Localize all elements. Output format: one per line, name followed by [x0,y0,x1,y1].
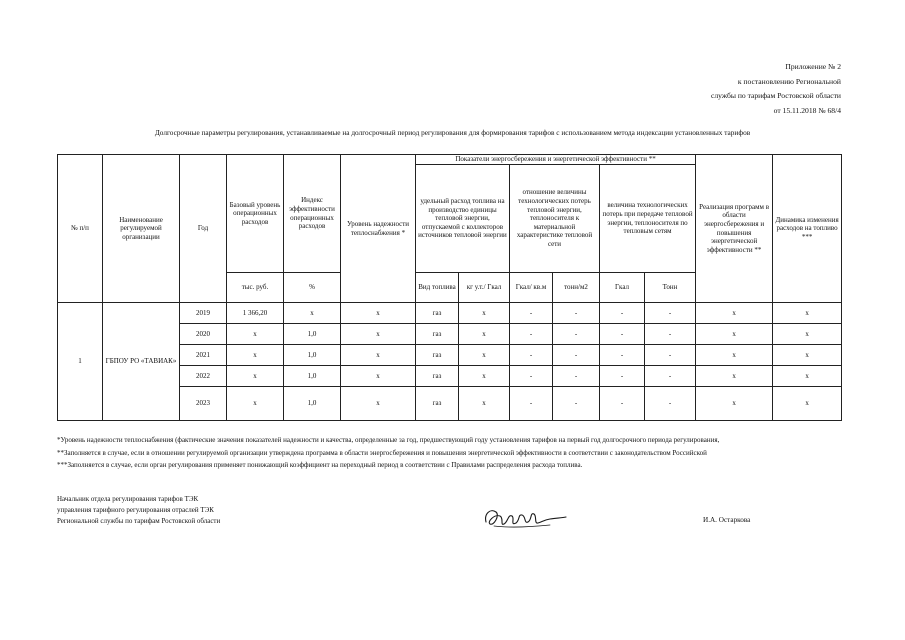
cell-fuel: х [459,366,510,387]
cell-year: 2022 [180,366,227,387]
document-header [541,60,841,118]
unit-base: тыс. руб. [227,273,284,303]
cell-gcal-m: - [510,303,553,324]
unit-fuel-type: Вид топлива [416,273,459,303]
cell-base: х [227,366,284,387]
header-line-1: Приложение № 2 [785,62,841,71]
cell-tonn: - [645,387,696,421]
cell-reliability: х [341,324,416,345]
cell-index: 1,0 [284,345,341,366]
cell-base: х [227,324,284,345]
footnotes [57,434,857,472]
unit-gcal-m: Гкал/ кв.м [510,273,553,303]
cell-gcal-m: - [510,324,553,345]
header-reliability: Уровень надежности теплоснабжения * [341,155,416,303]
table-row [58,303,842,324]
cell-fuel-type: газ [416,324,459,345]
cell-fuel-type: газ [416,303,459,324]
cell-fuel-type: газ [416,387,459,421]
cell-reliability: х [341,345,416,366]
cell-reliability: х [341,303,416,324]
unit-gcal: Гкал [600,273,645,303]
cell-gcal-m: - [510,387,553,421]
cell-tonn: - [645,366,696,387]
header-fuel: удельный расход топлива на производство единицы тепловой энергии, отпускаемой с коллекторов источников тепловой энергии [416,165,510,273]
cell-index: 1,0 [284,324,341,345]
signatory-position [57,494,220,528]
cell-tonn: - [645,345,696,366]
cell-gcal: - [600,345,645,366]
header-losses-ratio: отношение величины технологических потерь тепловой энергии, теплоносителя к материальной характеристике тепловой сети [510,165,600,273]
header-energy-group: Показатели энергосбережения и энергетической эффективности ** [416,155,696,165]
document-title: Долгосрочные параметры регулирования, устанавливаемые на долгосрочный период регулирования для формирования тарифов с использованием метода индексации установленных тарифов [154,128,751,137]
cell-program: х [696,345,773,366]
footnote-1: *Уровень надежности теплоснабжения (фактические значения показателей надежности и качества, определенные за год, предшествующий году установления тарифов на первый год долгосрочного периода регулирования, [57,436,720,444]
cell-tonn-m2: - [553,366,600,387]
cell-year: 2021 [180,345,227,366]
footnote-2: **Заполняется в случае, если в отношении регулируемой организации утверждена программа в области энергосбережения и повышения энергетической эффективности в соответствии с законодательством Российской [57,448,707,457]
handwritten-signature [480,502,570,534]
cell-fuel: х [459,303,510,324]
header-index: Индекс эффективности операционных расходов [284,155,341,273]
cell-fuel-type: газ [416,345,459,366]
cell-tonn: - [645,324,696,345]
header-line-3: службы по тарифам Ростовской области [710,91,841,101]
signatory-line-1: Начальник отдела регулирования тарифов ТЭК [57,495,199,503]
cell-dynamics: х [773,324,842,345]
header-year: Год [180,155,227,303]
cell-reliability: х [341,387,416,421]
unit-tonn-m2: тонн/м2 [553,273,600,303]
cell-tonn-m2: - [553,387,600,421]
header-losses: величина технологических потерь при передаче тепловой энергии, теплоносителя по тепловым сетям [600,165,696,273]
cell-program: х [696,387,773,421]
signatory-line-2: управления тарифного регулирования отраслей ТЭК [57,506,214,515]
cell-gcal-m: - [510,366,553,387]
cell-base: х [227,345,284,366]
cell-fuel-type: газ [416,366,459,387]
signatory-line-3: Региональной службы по тарифам Ростовской области [57,517,221,526]
cell-year: 2023 [180,387,227,421]
header-base: Базовый уровень операционных расходов [227,155,284,273]
header-line-2: к постановлению Региональной [737,76,841,86]
cell-reliability: х [341,366,416,387]
cell-index: х [284,303,341,324]
unit-fuel: кг у.т./ Гкал [459,273,510,303]
unit-tonn: Тонн [645,273,696,303]
cell-index: 1,0 [284,387,341,421]
cell-program: х [696,324,773,345]
cell-dynamics: х [773,366,842,387]
cell-tonn-m2: - [553,324,600,345]
cell-gcal-m: - [510,345,553,366]
cell-gcal: - [600,303,645,324]
cell-index: 1,0 [284,366,341,387]
header-dynamics: Динамика изменения расходов на топливо *** [773,155,842,303]
footnote-3: ***Заполняется в случае, если орган регулирования применяет понижающий коэффициент на переходный период в соответствии с Правилами распределения расхода топлива. [57,461,583,470]
parameters-table [57,154,842,421]
signatory-name: И.А. Остаркова [703,516,751,524]
cell-fuel: х [459,324,510,345]
cell-dynamics: х [773,387,842,421]
header-line-4: от 15.11.2018 № 68/4 [773,105,841,115]
cell-dynamics: х [773,303,842,324]
cell-year: 2019 [180,303,227,324]
cell-fuel: х [459,387,510,421]
cell-tonn-m2: - [553,303,600,324]
cell-gcal: - [600,324,645,345]
header-org: Наименование регулируемой организации [103,155,180,303]
cell-year: 2020 [180,324,227,345]
cell-tonn: - [645,303,696,324]
cell-fuel: х [459,345,510,366]
cell-gcal: - [600,366,645,387]
cell-program: х [696,366,773,387]
header-program: Реализация программ в области энергосбережения и повышения энергетической эффективности ** [696,155,773,303]
cell-base: 1 366,20 [227,303,284,324]
org-num: 1 [58,303,103,421]
cell-program: х [696,303,773,324]
header-num: № п/п [58,155,103,303]
cell-base: х [227,387,284,421]
cell-tonn-m2: - [553,345,600,366]
cell-gcal: - [600,387,645,421]
org-name: ГБПОУ РО «ТАВИАК» [103,303,180,421]
unit-index: % [284,273,341,303]
cell-dynamics: х [773,345,842,366]
